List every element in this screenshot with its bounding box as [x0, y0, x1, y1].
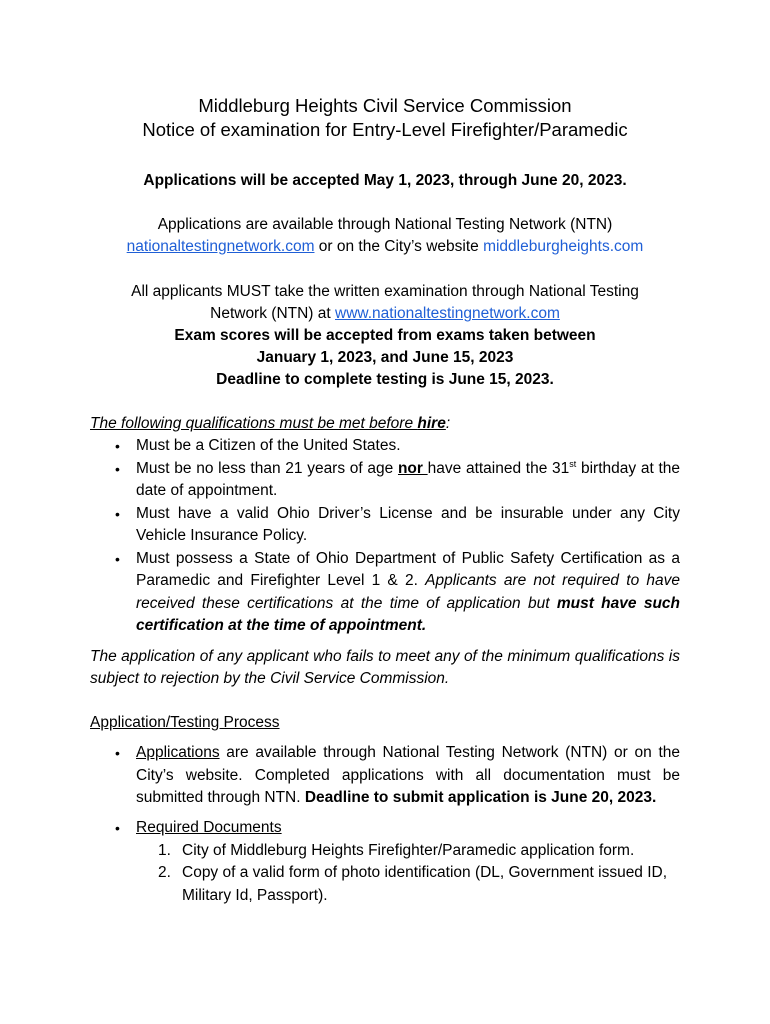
documents-section — [90, 817, 680, 907]
bullet-icon: • — [115, 745, 120, 761]
acceptance-text: Applications will be accepted May 1, 2023, through June 20, 2023. — [143, 172, 627, 189]
ntn-www-link[interactable]: www.nationaltestingnetwork.com — [335, 305, 560, 322]
exam-bold-2: January 1, 2023, and June 15, 2023 — [256, 349, 514, 366]
exam-line-2 — [60, 303, 710, 325]
bullet-icon: • — [115, 550, 120, 567]
availability-mid-text: or on the City’s website — [314, 238, 484, 255]
exam-bold-3: Deadline to complete testing is June 15, 2023. — [216, 371, 554, 388]
qualifications-heading — [90, 413, 680, 435]
qualification-item-citizen: • Must be a Citizen of the United States. — [90, 435, 680, 458]
qualifications-note: The application of any applicant who fails to meet any of the minimum qualifications is subject to rejection by the Civil Service Commission. — [90, 648, 680, 687]
availability-paragraph — [60, 214, 710, 258]
process-item-documents — [90, 817, 680, 840]
acceptance-period — [90, 170, 680, 192]
city-website-link[interactable]: middleburgheights.com — [483, 238, 644, 255]
exam-line-1: All applicants MUST take the written examination through National Testing — [131, 283, 639, 300]
title-line-2: Notice of examination for Entry-Level Firefighter/Paramedic — [142, 119, 628, 140]
availability-line-1: Applications are available through National Testing Network (NTN) — [157, 216, 613, 233]
ntn-link[interactable]: nationaltestingnetwork.com — [126, 238, 315, 255]
nor-emphasis: nor — [397, 459, 428, 477]
title-line-1: Middleburg Heights Civil Service Commission — [198, 95, 572, 116]
process-list — [90, 742, 680, 810]
qualifications-heading-post: : — [445, 415, 451, 432]
qualifications-list — [90, 435, 680, 638]
bullet-icon: • — [115, 460, 120, 477]
qualifications-heading-hire: hire — [417, 415, 446, 432]
process-item-applications: • Applications are available through National Testing Network (NTN) or on the City’s website. Completed applications with all documentation must be submitted through NTN. Deadline to submit application is June 20, 2023. — [115, 744, 680, 806]
qualification-item-age: • Must be no less than 21 years of age nor have attained the 31st birthday at the date of appointment. — [115, 458, 680, 499]
qualification-item-license: • Must have a valid Ohio Driver’s License and be insurable under any City Vehicle Insurance Policy. — [115, 504, 680, 544]
document-title — [0, 94, 770, 142]
documents-label: Required Documents — [136, 819, 282, 836]
exam-line-2-pre: Network (NTN) at — [210, 305, 335, 322]
document-item-1: 1. City of Middleburg Heights Firefighter/Paramedic application form. — [158, 841, 635, 859]
qualification-item-certification: • Must possess a State of Ohio Department of Public Safety Certification as a Paramedic and Firefighter Level 1 & 2. Applicants are not required to have received these certifications at the time of application but must have such certification at the time of appointment. — [115, 549, 681, 634]
bullet-icon: • — [115, 820, 120, 836]
document-item-2: 2. Copy of a valid form of photo identification (DL, Government issued ID, Military Id, Passport). — [158, 864, 668, 904]
applications-label: Applications — [136, 744, 220, 761]
ordinal-suffix: st — [569, 458, 577, 469]
exam-paragraph — [60, 281, 710, 391]
qualifications-heading-pre: The following qualifications must be met before — [90, 415, 418, 432]
bullet-icon: • — [115, 505, 120, 522]
bullet-icon: • — [115, 438, 120, 454]
exam-bold-1: Exam scores will be accepted from exams taken between — [174, 327, 596, 344]
availability-line-2 — [60, 236, 710, 258]
process-heading: Application/Testing Process — [90, 714, 280, 731]
application-deadline: Deadline to submit application is June 20, 2023. — [304, 789, 657, 806]
